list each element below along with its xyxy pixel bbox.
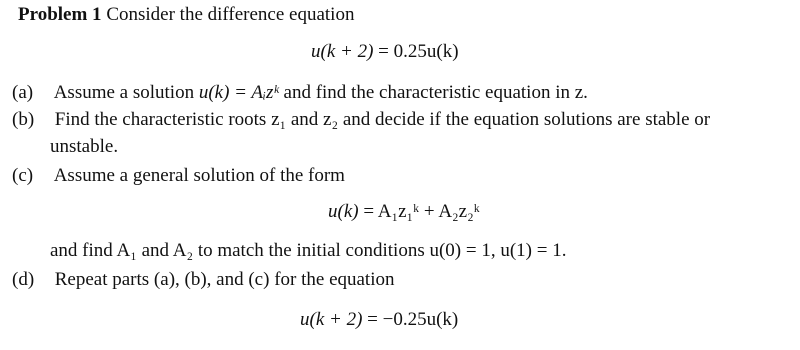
part-b-line-1: Find the characteristic roots z₁ and z₂ and decide if the equation solutions are stable or [54, 109, 711, 130]
part-d [12, 270, 395, 289]
general-solution-lhs: u(k) [328, 201, 359, 222]
equation-2-lhs: u(k + 2) [300, 309, 363, 330]
part-c [12, 166, 345, 185]
part-a-text-after: and find the characteristic equation in z. [283, 82, 588, 103]
general-solution-equation [328, 202, 480, 221]
equation-2 [300, 310, 458, 329]
part-a [12, 83, 588, 102]
part-c-followup-text: and find A₁ and A₂ to match the initial conditions u(0) = 1, u(1) = 1. [50, 240, 567, 261]
part-b [12, 110, 710, 129]
part-c-text: Assume a general solution of the form [53, 165, 345, 186]
part-d-text: Repeat parts (a), (b), and (c) for the equation [54, 269, 395, 290]
part-c-tag: (c) [12, 165, 34, 186]
equation-1-lhs: u(k + 2) [311, 41, 374, 62]
equation-1-rhs: = 0.25u(k) [378, 41, 459, 62]
problem-intro: Consider the difference equation [106, 4, 355, 25]
part-b-continuation [50, 137, 118, 156]
part-b-line-2: unstable. [50, 136, 119, 157]
problem-title: Problem 1 [18, 4, 102, 25]
general-solution-rhs: = A₁z₁ᵏ + A₂z₂ᵏ [363, 201, 480, 222]
part-a-text-before: Assume a solution [53, 82, 195, 103]
equation-1 [311, 42, 459, 61]
problem-header [18, 5, 354, 24]
part-d-tag: (d) [12, 269, 35, 290]
equation-2-rhs: = −0.25u(k) [367, 309, 459, 330]
part-b-tag: (b) [12, 109, 35, 130]
part-a-math: u(k) = Aᵢzᵏ [198, 82, 279, 103]
part-c-followup [50, 241, 566, 260]
part-a-tag: (a) [12, 82, 34, 103]
